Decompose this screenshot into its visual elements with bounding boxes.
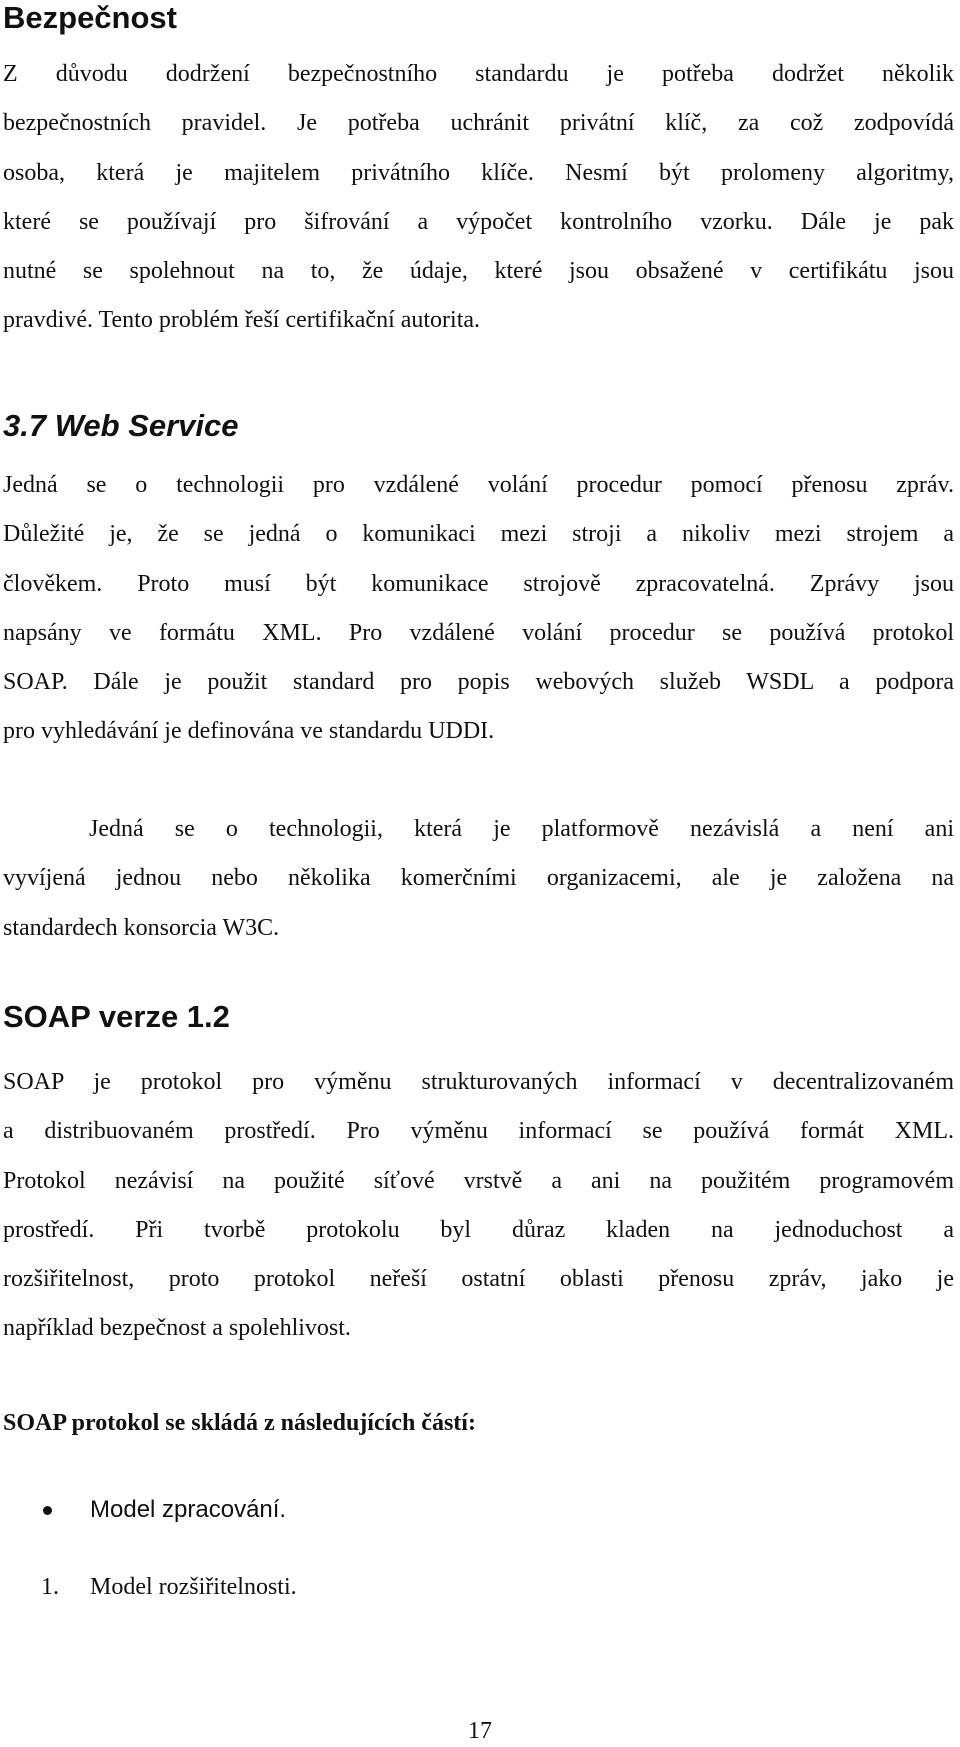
text-line: Důležité je, že se jedná o komunikaci mezi stroji a nikoliv mezi strojem a [3, 521, 954, 548]
text-line: pravdivé. Tento problém řeší certifikační autorita. [3, 307, 481, 334]
page-number: 17 [468, 1718, 492, 1744]
bullet-item-text: Model zpracování. [90, 1496, 287, 1523]
text-line: SOAP je protokol pro výměnu strukturovaných informací v decentralizovaném [3, 1069, 954, 1095]
text-line: SOAP. Dále je použit standard pro popis webových služeb WSDL a podpora [3, 669, 954, 696]
text-line: osoba, která je majitelem privátního klíče. Nesmí být prolomeny algoritmy, [3, 159, 954, 186]
paragraph-security [3, 50, 954, 346]
text-line: rozšiřitelnost, proto protokol neřeší ostatní oblasti přenosu zpráv, jako je [3, 1266, 954, 1293]
numbered-list-item [0, 1570, 960, 1604]
paragraph-web-service-2 [3, 805, 954, 953]
text-line: prostředí. Při tvorbě protokolu byl důraz kladen na jednoduchost a [3, 1216, 954, 1243]
text-line: napsány ve formátu XML. Pro vzdálené volání procedur se používá protokol [3, 619, 954, 646]
list-number: 1. [41, 1574, 59, 1600]
text-line: nutné se spolehnout na to, že údaje, které jsou obsažené v certifikátu jsou [3, 258, 954, 285]
text-line: Jedná se o technologii, která je platformově nezávislá a není ani [89, 816, 954, 842]
text-line: Protokol nezávisí na použité síťové vrstvě a ani na použitém programovém [3, 1167, 954, 1194]
text-line: Jedná se o technologii pro vzdálené volání procedur pomocí přenosu zpráv. [3, 472, 954, 498]
section-heading-security: Bezpečnost [3, 0, 177, 35]
section-heading-soap: SOAP verze 1.2 [3, 999, 230, 1034]
paragraph-web-service-1 [3, 461, 954, 757]
section-heading-web-service: 3.7 Web Service [3, 408, 239, 443]
text-line: a distribuovaném prostředí. Pro výměnu informací se používá formát XML. [3, 1118, 954, 1145]
text-line: vyvíjená jednou nebo několika komerčními organizacemi, ale je založena na [3, 865, 954, 892]
text-line: pro vyhledávání je definována ve standardu UDDI. [3, 718, 495, 745]
text-line: které se používají pro šifrování a výpočet kontrolního vzorku. Dále je pak [3, 208, 954, 235]
text-line: například bezpečnost a spolehlivost. [3, 1315, 351, 1342]
text-line: standardech konsorcia W3C. [3, 914, 280, 941]
paragraph-soap [3, 1058, 954, 1354]
bullet-list-item [0, 1493, 960, 1527]
numbered-item-text: Model rozšiřitelnosti. [90, 1574, 297, 1600]
text-line: bezpečnostních pravidel. Je potřeba uchránit privátní klíč, za což zodpovídá [3, 110, 954, 137]
text-line: člověkem. Proto musí být komunikace strojově zpracovatelná. Zprávy jsou [3, 570, 954, 597]
bullet-icon [43, 1506, 52, 1515]
text-line: Z důvodu dodržení bezpečnostního standardu je potřeba dodržet několik [3, 61, 954, 87]
soap-parts-heading: SOAP protokol se skládá z následujících částí: [3, 1410, 476, 1436]
